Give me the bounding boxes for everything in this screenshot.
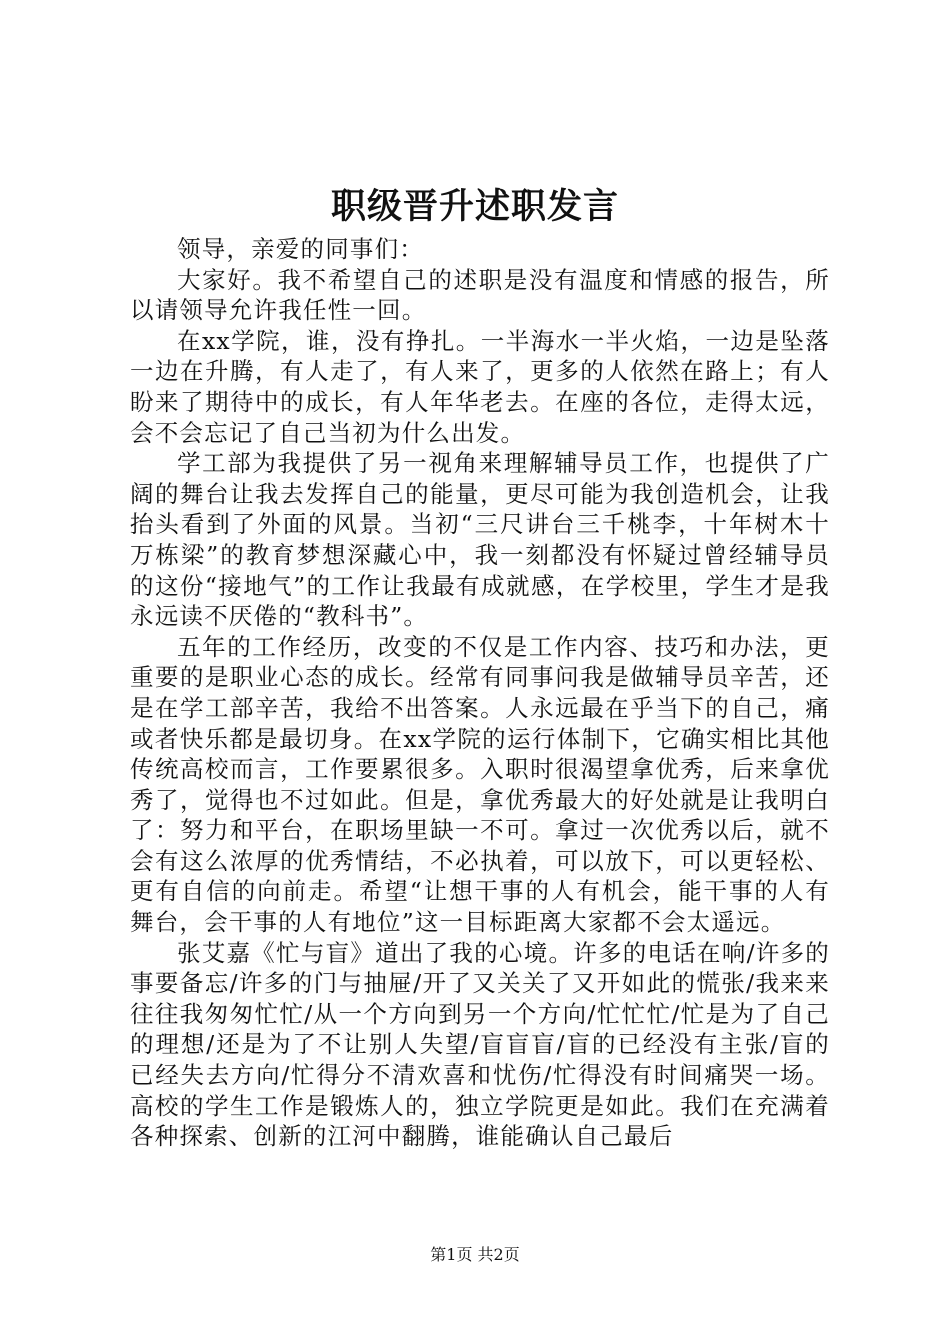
document-body [130,234,830,1152]
paragraph-salutation: 领导，亲爱的同事们： [177,235,424,263]
page-number-footer: 第1页 共2页 [430,1245,520,1264]
paragraph-struggle: 在xx学院，谁，没有挣扎。一半海水一半火焰，一边是坠落一边在升腾，有人走了，有人来了，更多的人依然在路上；有人盼来了期待中的成长，有人年华老去。在座的各位，走得太远，会不会忘记了自己当初为什么出发。 [130,326,830,447]
paragraph-busy-and-blind: 张艾嘉《忙与盲》道出了我的心境。许多的电话在响/许多的事要备忘/许多的门与抽屉/开了又关关了又开如此的慌张/我来来往往我匆匆忙忙/从一个方向到另一个方向/忙忙忙/忙是为了自己的理想/还是为了不让别人失望/盲盲盲/盲的已经没有主张/盲的已经失去方向/忙得分不清欢喜和忧伤/忙得没有时间痛哭一场。高校的学生工作是锻炼人的，独立学院更是如此。我们在充满着各种探索、创新的江河中翻腾，谁能确认自己最后 [130,938,830,1151]
paragraph-greeting: 大家好。我不希望自己的述职是没有温度和情感的报告，所以请领导允许我任性一回。 [130,265,830,325]
paragraph-student-affairs: 学工部为我提供了另一视角来理解辅导员工作，也提供了广阔的舞台让我去发挥自己的能量，更尽可能为我创造机会，让我抬头看到了外面的风景。当初“三尺讲台三千桃李，十年树木十万栋梁”的教育梦想深藏心中，我一刻都没有怀疑过曾经辅导员的这份“接地气”的工作让我最有成就感，在学校里，学生才是我永远读不厌倦的“教科书”。 [130,449,830,631]
document-title: 职级晋升述职发言 [330,186,619,227]
paragraph-work-experience: 五年的工作经历，改变的不仅是工作内容、技巧和办法，更重要的是职业心态的成长。经常有同事问我是做辅导员辛苦，还是在学工部辛苦，我给不出答案。人永远最在乎当下的自己，痛或者快乐都是最切身。在xx学院的运行体制下，它确实相比其他传统高校而言，工作要累很多。入职时很渴望拿优秀，后来拿优秀了，觉得也不过如此。但是，拿优秀最大的好处就是让我明白了：努力和平台，在职场里缺一不可。拿过一次优秀以后，就不会有这么浓厚的优秀情结，不必执着，可以放下，可以更轻松、更有自信的向前走。希望“让想干事的人有机会，能干事的人有舞台，会干事的人有地位”这一目标距离大家都不会太遥远。 [130,632,830,937]
